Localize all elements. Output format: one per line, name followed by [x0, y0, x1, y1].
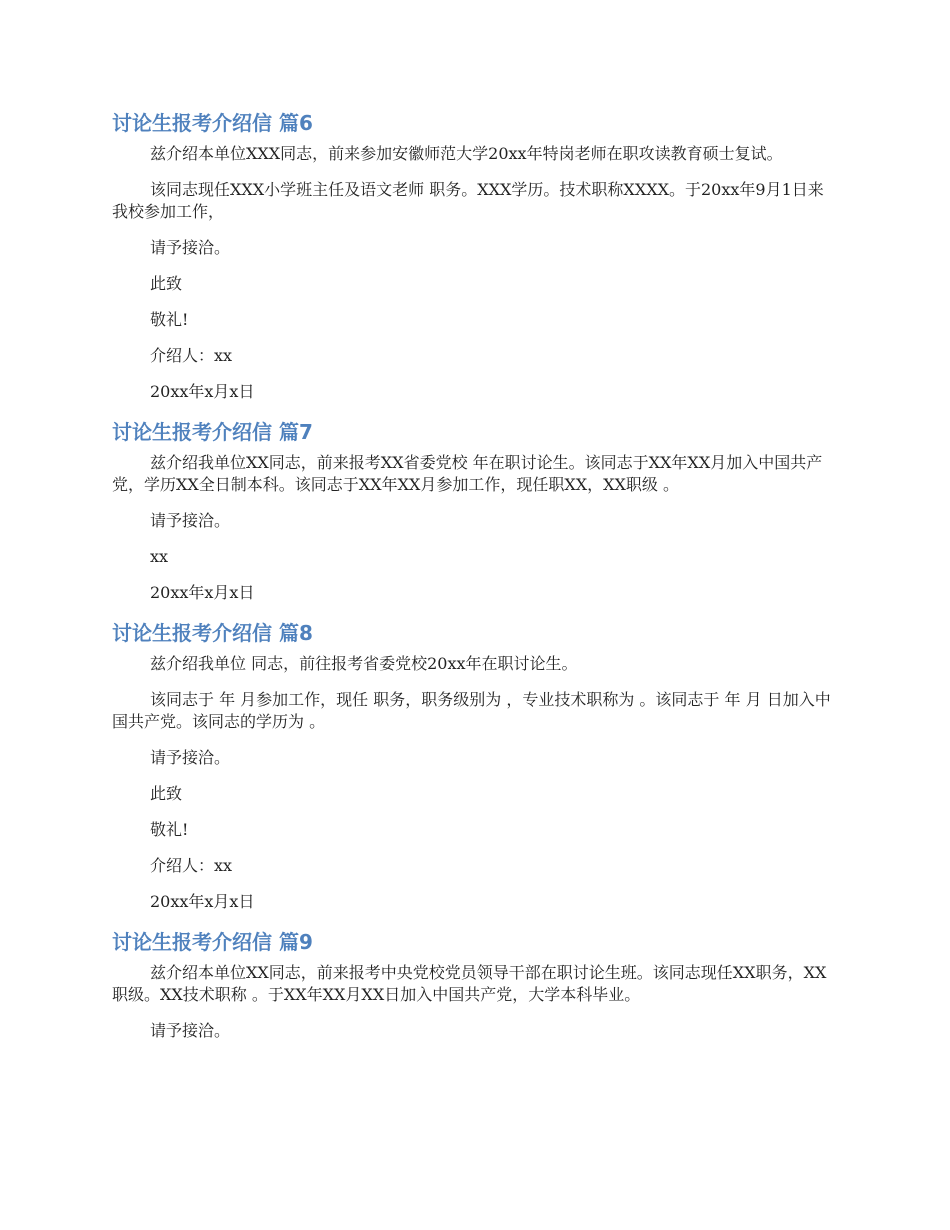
- paragraph: 请予接洽。: [150, 1021, 231, 1040]
- paragraph: 20xx年x月x日: [150, 382, 255, 401]
- paragraph: 兹介绍本单位XX同志，前来报考中央党校党员领导干部在职讨论生班。该同志现任XX职务，XX职级。XX技术职称 。于XX年XX月XX日加入中国共产党，大学本科毕业。: [112, 963, 827, 1004]
- paragraph: 该同志于 年 月参加工作，现任 职务，职务级别为 ，专业技术职称为 。该同志于 年 月 日加入中国共产党。该同志的学历为 。: [112, 690, 831, 731]
- paragraph: 敬礼!: [150, 310, 189, 329]
- paragraph: 介绍人：xx: [150, 856, 233, 875]
- paragraph: 此致: [150, 274, 183, 293]
- paragraph: 请予接洽。: [150, 511, 231, 530]
- letter-section-8: [112, 618, 832, 913]
- paragraph: 兹介绍本单位XXX同志，前来参加安徽师范大学20xx年特岗老师在职攻读教育硕士复试。: [150, 144, 783, 163]
- section-heading: 讨论生报考介绍信 篇9: [112, 930, 313, 954]
- paragraph: 兹介绍我单位 同志，前往报考省委党校20xx年在职讨论生。: [150, 654, 578, 673]
- paragraph: 20xx年x月x日: [150, 892, 255, 911]
- paragraph: 20xx年x月x日: [150, 583, 255, 602]
- document-page: [112, 108, 832, 1056]
- paragraph: 介绍人：xx: [150, 346, 233, 365]
- letter-section-9: [112, 927, 832, 1042]
- paragraph: 请予接洽。: [150, 748, 231, 767]
- paragraph: 敬礼!: [150, 820, 189, 839]
- paragraph: 此致: [150, 784, 183, 803]
- paragraph: 该同志现任XXX小学班主任及语文老师 职务。XXX学历。技术职称XXXX。于20xx年9月1日来我校参加工作，: [112, 180, 824, 221]
- letter-section-7: [112, 417, 832, 604]
- section-heading: 讨论生报考介绍信 篇8: [112, 621, 313, 645]
- section-heading: 讨论生报考介绍信 篇6: [112, 111, 313, 135]
- letter-section-6: [112, 108, 832, 403]
- paragraph: 请予接洽。: [150, 238, 231, 257]
- section-heading: 讨论生报考介绍信 篇7: [112, 420, 313, 444]
- paragraph: 兹介绍我单位XX同志，前来报考XX省委党校 年在职讨论生。该同志于XX年XX月加入中国共产党，学历XX全日制本科。该同志于XX年XX月参加工作，现任职XX，XX职级 。: [112, 453, 823, 494]
- paragraph: xx: [150, 547, 169, 566]
